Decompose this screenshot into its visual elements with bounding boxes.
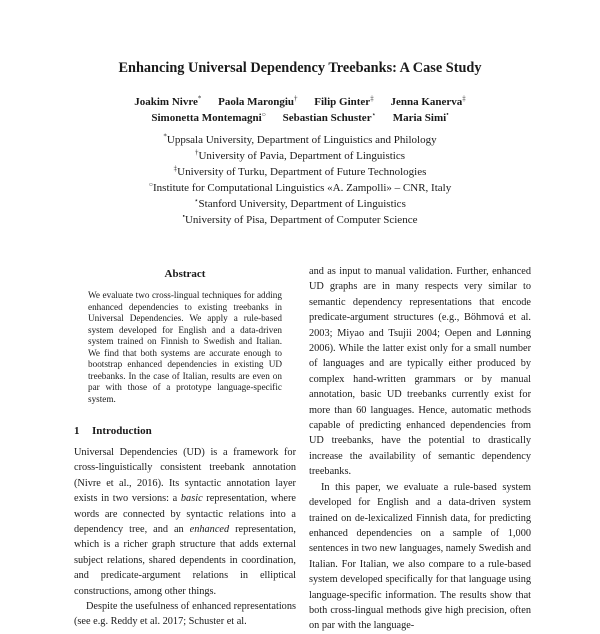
author: Joakim Nivre* [134,94,202,108]
affiliation: †University of Pavia, Department of Linguistics [194,148,405,162]
affiliation: *Uppsala University, Department of Linguistics and Philology [163,132,437,146]
author: Sebastian Schuster⋆ [282,110,376,124]
affiliation: ⋆Stanford University, Department of Linguistics [194,196,406,210]
author: Jenna Kanerva‡ [390,94,466,108]
section-heading: 1 Introduction [74,425,152,437]
abstract-heading: Abstract [164,268,206,280]
abstract-text: We evaluate two cross-lingual techniques for adding enhanced dependencies to existing treebanks in Universal Dependencies. We apply a rule-based system developed for English and a data-driven system trained on Finnish to Swedish and Italian. We find that both systems are accurate enough to bootstrap enhanced dependencies in existing UD treebanks. In the case of Italian, results are even on par with those of a prototype language-specific system. [88,290,282,404]
paper-title: Enhancing Universal Dependency Treebanks: A Case Study [118,60,482,76]
author: Simonetta Montemagni○ [151,110,266,124]
author-line-2 [0,112,600,124]
affiliation: ○Institute for Computational Linguistics «A. Zampolli» – CNR, Italy [148,180,452,194]
author-line-1 [0,96,600,108]
body-paragraph: and as input to manual validation. Further, enhanced UD graphs are in many respects very similar to semantic dependency representations that encode predicate-argument structures (e.g., Böhmová et al. 2003; Miyao and Tsujii 2004; Oepen and Lønning 2006). While the latter exist only for a small number of languages and are typically either produced by complex hand-written grammars or by manual annotation, basic UD treebanks currently exist for more than 60 languages. Hence, automatic methods capable of predicting enhanced dependencies from UD treebanks, have the potential to drastically increase the availability of semantic dependency treebanks. [309,266,531,478]
affiliation: •University of Pisa, Department of Computer Science [182,212,418,226]
affiliation: ‡University of Turku, Department of Future Technologies [173,164,427,178]
left-column-body [74,445,296,630]
author: Maria Simi• [392,110,449,124]
body-paragraph: Despite the usefulness of enhanced representations (see e.g. Reddy et al. 2017; Schuster et al. [74,601,296,628]
author: Filip Ginter‡ [314,94,374,108]
body-paragraph: In this paper, we evaluate a rule-based system developed for English and a data-driven system trained on de-lexicalized Finnish data, for predicting enhanced dependencies on a sample of 1,000 sentences in two new languages, namely Swedish and Italian. For Italian, we also compare to a rule-based system developed specifically for that language using language-specific information. The results show that both cross-lingual methods give high precision, often on par with the language- [309,481,531,632]
body-paragraph: Universal Dependencies (UD) is a framework for cross-linguistically consistent treebank annotation (Nivre et al., 2016). Its syntactic annotation layer exists in two versions: a basic representation, where words are connected by syntactic relations into a dependency tree, and an enhanced representation, which is a richer graph structure that adds external subject relations, shared dependents in coordination, and predicate-argument relations in elliptical constructions, among other things. [74,447,297,597]
author: Paola Marongiu† [218,94,298,108]
right-column-body [309,264,531,634]
